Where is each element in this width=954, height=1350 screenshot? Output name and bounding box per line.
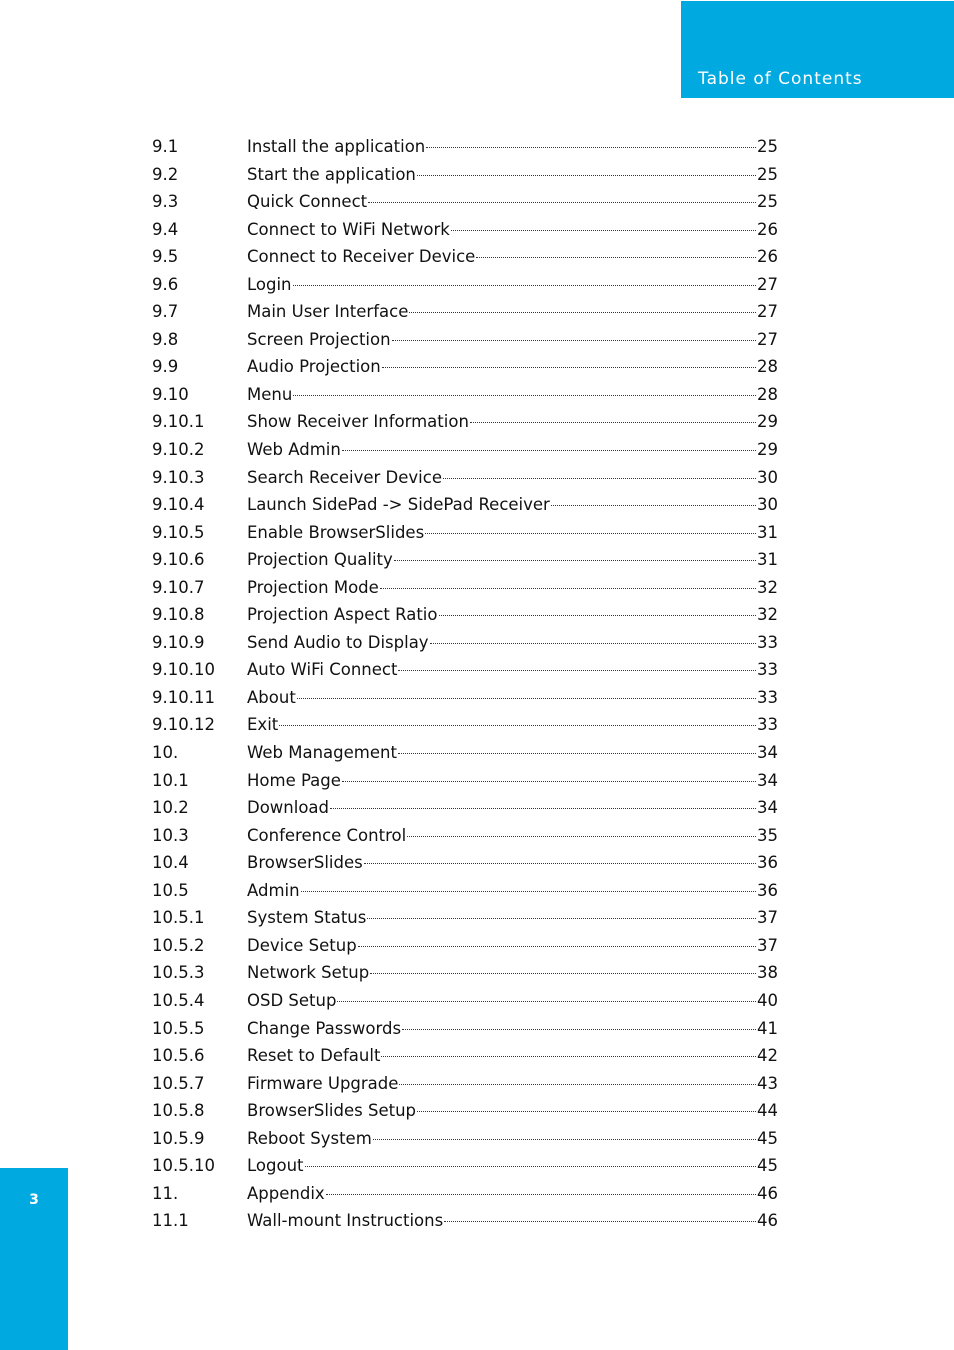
toc-entry-number: 10.5.7 [152, 1073, 205, 1093]
toc-entry-page[interactable]: 30 [757, 495, 778, 515]
toc-entry-line [247, 1097, 778, 1125]
toc-entry-number: 10.5.6 [152, 1046, 205, 1066]
toc-dot-leader [392, 340, 756, 341]
toc-entry[interactable] [152, 656, 778, 684]
toc-entry[interactable] [152, 932, 778, 960]
toc-entry-line [247, 574, 778, 602]
toc-entry-title[interactable]: Device Setup [247, 935, 357, 955]
toc-entry-number: 9.10.1 [152, 412, 205, 432]
toc-entry-title[interactable]: Logout [247, 1156, 304, 1176]
page-title: Table of Contents [698, 69, 863, 89]
toc-dot-leader [330, 808, 756, 809]
page-number: 3 [29, 1192, 39, 1208]
toc-entry-line [247, 1042, 778, 1070]
toc-entry-page[interactable]: 33 [757, 715, 778, 735]
toc-entry-title[interactable]: OSD Setup [247, 990, 337, 1010]
toc-dot-leader [381, 1056, 756, 1057]
toc-entry-page[interactable]: 45 [757, 1156, 778, 1176]
toc-entry-page[interactable]: 31 [757, 522, 778, 542]
toc-dot-leader [380, 588, 756, 589]
toc-entry-line [247, 959, 778, 987]
toc-dot-leader [430, 643, 756, 644]
toc-entry[interactable] [152, 1207, 778, 1235]
toc-entry-line [247, 243, 778, 271]
toc-entry[interactable] [152, 1070, 778, 1098]
toc-entry-line [247, 1070, 778, 1098]
toc-entry[interactable] [152, 1125, 778, 1153]
toc-entry-title[interactable]: Audio Projection [247, 357, 381, 377]
toc-dot-leader [382, 367, 756, 368]
toc-entry[interactable] [152, 601, 778, 629]
toc-entry-line [247, 1152, 778, 1180]
toc-entry-number: 10.1 [152, 770, 189, 790]
toc-entry-line [247, 932, 778, 960]
toc-entry-number: 10.5.3 [152, 963, 205, 983]
toc-entry-page[interactable]: 35 [757, 825, 778, 845]
toc-dot-leader [425, 533, 756, 534]
toc-entry-page[interactable]: 26 [757, 247, 778, 267]
toc-entry-page[interactable]: 37 [757, 935, 778, 955]
toc-entry[interactable] [152, 519, 778, 547]
toc-entry[interactable] [152, 271, 778, 299]
toc-entry-number: 9.10.11 [152, 687, 215, 707]
toc-entry-page[interactable]: 28 [757, 384, 778, 404]
toc-entry-line [247, 1207, 778, 1235]
toc-dot-leader [439, 615, 757, 616]
toc-entry[interactable] [152, 298, 778, 326]
toc-entry-page[interactable]: 32 [757, 577, 778, 597]
toc-dot-leader [444, 1221, 756, 1222]
toc-entry-title[interactable]: Admin [247, 880, 300, 900]
toc-entry-number: 10.5.5 [152, 1018, 205, 1038]
toc-entry[interactable] [152, 1042, 778, 1070]
toc-entry-page[interactable]: 43 [757, 1073, 778, 1093]
toc-entry[interactable] [152, 794, 778, 822]
toc-dot-leader [301, 891, 756, 892]
toc-entry[interactable] [152, 546, 778, 574]
toc-entry-title[interactable]: Reset to Default [247, 1046, 381, 1066]
toc-entry-line [247, 904, 778, 932]
toc-entry-line [247, 629, 778, 657]
toc-dot-leader [470, 422, 756, 423]
toc-dot-leader [305, 1166, 757, 1167]
toc-entry-title[interactable]: Install the application [247, 137, 426, 156]
toc-entry-page[interactable]: 30 [757, 467, 778, 487]
toc-entry-line [247, 1125, 778, 1153]
toc-entry-title[interactable]: Main User Interface [247, 302, 409, 322]
toc-dot-leader [293, 285, 756, 286]
toc-entry[interactable] [152, 326, 778, 354]
toc-entry-title[interactable]: Reboot System [247, 1128, 372, 1148]
toc-entry-line [247, 656, 778, 684]
toc-entry[interactable] [152, 1015, 778, 1043]
toc-dot-leader [398, 670, 756, 671]
toc-entry[interactable] [152, 711, 778, 739]
toc-entry-number: 9.10 [152, 384, 189, 404]
toc-dot-leader [407, 836, 756, 837]
toc-dot-leader [409, 312, 756, 313]
toc-dot-leader [358, 946, 756, 947]
toc-entry-page[interactable]: 27 [757, 274, 778, 294]
toc-dot-leader [443, 478, 756, 479]
toc-entry-page[interactable]: 25 [757, 192, 778, 212]
toc-entry-line [247, 464, 778, 492]
toc-entry-line [247, 877, 778, 905]
toc-entry-title[interactable]: Show Receiver Information [247, 412, 469, 432]
toc-entry[interactable] [152, 849, 778, 877]
toc-entry-title[interactable]: Start the application [247, 164, 416, 184]
toc-entry-number: 10.2 [152, 798, 189, 818]
toc-entry[interactable] [152, 904, 778, 932]
toc-entry-title[interactable]: Connect to Receiver Device [247, 247, 476, 267]
toc-entry-line [247, 216, 778, 244]
toc-entry-page[interactable]: 45 [757, 1128, 778, 1148]
toc-entry-number: 9.8 [152, 329, 179, 349]
toc-dot-leader [399, 1084, 756, 1085]
toc-entry[interactable] [152, 739, 778, 767]
toc-entry-page[interactable]: 41 [757, 1018, 778, 1038]
toc-entry-page[interactable]: 32 [757, 605, 778, 625]
toc-dot-leader [368, 202, 756, 203]
toc-entry-number: 9.10.9 [152, 632, 205, 652]
toc-entry-title[interactable]: Projection Mode [247, 577, 379, 597]
toc-entry-title[interactable]: Home Page [247, 770, 341, 790]
toc-entry-title[interactable]: Auto WiFi Connect [247, 660, 398, 680]
toc-entry-number: 9.9 [152, 357, 179, 377]
toc-dot-leader [370, 973, 756, 974]
toc-entry-line [247, 188, 778, 216]
toc-entry-line [247, 519, 778, 547]
toc-entry-page[interactable]: 33 [757, 632, 778, 652]
toc-dot-leader [373, 1139, 756, 1140]
toc-entry-number: 10.5.10 [152, 1156, 215, 1176]
toc-entry[interactable] [152, 243, 778, 271]
toc-entry-line [247, 1180, 778, 1208]
toc-entry-page[interactable]: 26 [757, 219, 778, 239]
toc-dot-leader [398, 753, 756, 754]
toc-entry[interactable] [152, 987, 778, 1015]
toc-entry-page[interactable]: 46 [757, 1183, 778, 1203]
toc-entry-line [247, 767, 778, 795]
page-number-tab [0, 1168, 68, 1350]
toc-entry-title[interactable]: Search Receiver Device [247, 467, 442, 487]
toc-entry[interactable] [152, 877, 778, 905]
toc-dot-leader [551, 505, 756, 506]
toc-entry-number: 9.10.2 [152, 440, 205, 460]
toc-entry-page[interactable]: 36 [757, 853, 778, 873]
toc-entry-line [247, 684, 778, 712]
toc-entry-title[interactable]: Appendix [247, 1183, 325, 1203]
toc-entry-page[interactable]: 42 [757, 1046, 778, 1066]
toc-entry-title[interactable]: BrowserSlides [247, 853, 363, 873]
toc-dot-leader [342, 450, 756, 451]
toc-entry-title[interactable]: Wall-mount Instructions [247, 1211, 444, 1231]
toc-entry-title[interactable]: Projection Aspect Ratio [247, 605, 438, 625]
toc-entry-page[interactable]: 36 [757, 880, 778, 900]
toc-entry-page[interactable]: 27 [757, 329, 778, 349]
toc-entry-page[interactable]: 37 [757, 908, 778, 928]
toc-entry-number: 10.5.9 [152, 1128, 205, 1148]
toc-entry[interactable] [152, 959, 778, 987]
toc-entry-title[interactable]: Change Passwords [247, 1018, 402, 1038]
toc-entry-title[interactable]: Login [247, 274, 292, 294]
toc-entry-page[interactable]: 34 [757, 770, 778, 790]
toc-entry[interactable] [152, 629, 778, 657]
toc-dot-leader [297, 698, 756, 699]
toc-entry-line [247, 491, 778, 519]
toc-entry[interactable] [152, 1097, 778, 1125]
toc-entry-page[interactable]: 46 [757, 1211, 778, 1231]
toc-entry[interactable] [152, 188, 778, 216]
toc-entry-title[interactable]: Launch SidePad -> SidePad Receiver [247, 495, 550, 515]
toc-entry[interactable] [152, 133, 778, 161]
toc-entry-line [247, 161, 778, 189]
toc-entry-number: 9.10.4 [152, 495, 205, 515]
toc-entry[interactable] [152, 767, 778, 795]
toc-entry-line [247, 987, 778, 1015]
toc-entry-title[interactable]: Screen Projection [247, 329, 391, 349]
toc-dot-leader [326, 1194, 756, 1195]
toc-entry-page[interactable]: 34 [757, 743, 778, 763]
toc-dot-leader [394, 560, 756, 561]
toc-entry-number: 9.10.10 [152, 660, 215, 680]
toc-entry[interactable] [152, 408, 778, 436]
toc-entry-title[interactable]: Download [247, 798, 330, 818]
toc-entry-title[interactable]: About [247, 687, 296, 707]
toc-entry[interactable] [152, 574, 778, 602]
toc-entry-page[interactable]: 33 [757, 660, 778, 680]
toc-dot-leader [279, 725, 756, 726]
toc-entry-line [247, 1015, 778, 1043]
toc-entry-number: 9.4 [152, 219, 179, 239]
toc-entry-line [247, 133, 778, 161]
toc-dot-leader [293, 395, 756, 396]
toc-entry[interactable] [152, 491, 778, 519]
toc-entry-number: 9.10.7 [152, 577, 205, 597]
toc-entry-page[interactable]: 38 [757, 963, 778, 983]
toc-entry-line [247, 271, 778, 299]
toc-entry-title[interactable]: Menu [247, 384, 293, 404]
toc-entry-title[interactable]: Exit [247, 715, 279, 735]
toc-dot-leader [402, 1029, 756, 1030]
toc-entry-number: 9.7 [152, 302, 179, 322]
toc-entry-number: 10. [152, 743, 179, 763]
toc-entry[interactable] [152, 216, 778, 244]
toc-entry-title[interactable]: Send Audio to Display [247, 632, 429, 652]
toc-entry-line [247, 739, 778, 767]
toc-entry-title[interactable]: Quick Connect [247, 192, 368, 212]
toc-entry-number: 9.10.12 [152, 715, 215, 735]
toc-entry-title[interactable]: BrowserSlides Setup [247, 1101, 416, 1121]
toc-entry-number: 9.2 [152, 164, 179, 184]
toc-entry-title[interactable]: System Status [247, 908, 367, 928]
toc-entry-title[interactable]: Web Management [247, 743, 397, 763]
toc-entry-number: 10.4 [152, 853, 189, 873]
toc-entry-number: 10.5.8 [152, 1101, 205, 1121]
toc-entry-number: 9.6 [152, 274, 179, 294]
toc-entry-number: 11.1 [152, 1211, 189, 1231]
toc-entry-page[interactable]: 25 [757, 164, 778, 184]
toc-entry-title[interactable]: Connect to WiFi Network [247, 219, 450, 239]
toc-entry-number: 10.3 [152, 825, 189, 845]
toc-dot-leader [342, 781, 756, 782]
toc-entry-number: 9.5 [152, 247, 179, 267]
toc-entry-title[interactable]: Conference Control [247, 825, 407, 845]
toc-entry[interactable] [152, 381, 778, 409]
toc-entry[interactable] [152, 822, 778, 850]
toc-entry-page[interactable]: 33 [757, 687, 778, 707]
toc-entry[interactable] [152, 1152, 778, 1180]
toc-entry-page[interactable]: 25 [757, 137, 778, 156]
toc-entry-title[interactable]: Enable BrowserSlides [247, 522, 425, 542]
toc-entry-line [247, 711, 778, 739]
toc-entry-title[interactable]: Firmware Upgrade [247, 1073, 399, 1093]
toc-entry-line [247, 408, 778, 436]
toc-entry[interactable] [152, 684, 778, 712]
toc-entry[interactable] [152, 436, 778, 464]
toc-dot-leader [337, 1001, 756, 1002]
toc-entry-line [247, 353, 778, 381]
toc-entry[interactable] [152, 161, 778, 189]
toc-entry-number: 10.5 [152, 880, 189, 900]
toc-entry-line [247, 326, 778, 354]
toc-entry-line [247, 601, 778, 629]
toc-dot-leader [417, 175, 756, 176]
toc-entry-number: 9.3 [152, 192, 179, 212]
toc-entry[interactable] [152, 353, 778, 381]
table-of-contents [152, 133, 778, 1235]
toc-entry-line [247, 298, 778, 326]
toc-entry-page[interactable]: 27 [757, 302, 778, 322]
toc-entry-line [247, 849, 778, 877]
toc-entry-page[interactable]: 34 [757, 798, 778, 818]
toc-entry-number: 9.10.8 [152, 605, 205, 625]
toc-entry-title[interactable]: Network Setup [247, 963, 370, 983]
toc-entry-number: 9.10.3 [152, 467, 205, 487]
toc-entry-number: 10.5.4 [152, 990, 205, 1010]
toc-entry-page[interactable]: 29 [757, 412, 778, 432]
toc-dot-leader [426, 147, 756, 148]
toc-entry-number: 9.10.5 [152, 522, 205, 542]
toc-entry-title[interactable]: Projection Quality [247, 550, 393, 570]
toc-entry-number: 11. [152, 1183, 179, 1203]
toc-dot-leader [417, 1111, 756, 1112]
toc-entry-line [247, 794, 778, 822]
toc-dot-leader [367, 918, 756, 919]
toc-entry[interactable] [152, 464, 778, 492]
toc-entry-title[interactable]: Web Admin [247, 440, 341, 460]
toc-entry-page[interactable]: 44 [757, 1101, 778, 1121]
toc-entry[interactable] [152, 1180, 778, 1208]
toc-entry-page[interactable]: 28 [757, 357, 778, 377]
toc-dot-leader [364, 863, 756, 864]
toc-dot-leader [476, 257, 756, 258]
toc-entry-number: 10.5.2 [152, 935, 205, 955]
toc-dot-leader [451, 230, 756, 231]
toc-entry-line [247, 436, 778, 464]
toc-entry-number: 9.1 [152, 137, 179, 156]
toc-entry-number: 10.5.1 [152, 908, 205, 928]
toc-entry-page[interactable]: 40 [757, 990, 778, 1010]
header-tab [681, 1, 954, 98]
toc-entry-page[interactable]: 31 [757, 550, 778, 570]
toc-entry-page[interactable]: 29 [757, 440, 778, 460]
toc-entry-line [247, 546, 778, 574]
toc-entry-number: 9.10.6 [152, 550, 205, 570]
toc-entry-line [247, 822, 778, 850]
toc-entry-line [247, 381, 778, 409]
